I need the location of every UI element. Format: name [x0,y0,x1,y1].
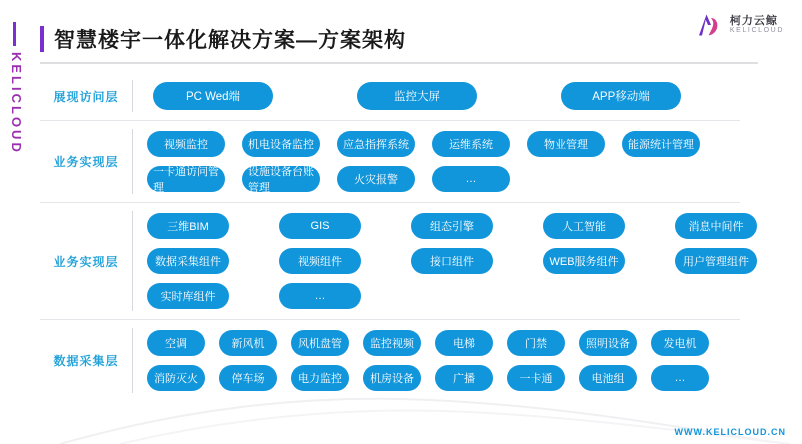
chip-item[interactable]: 新风机 [219,330,277,356]
chip-item[interactable]: 火灾报警 [337,166,415,192]
chip-item[interactable]: 设施设备台账管理 [242,166,320,192]
chip-item[interactable]: 视频组件 [279,248,361,274]
chip-item[interactable]: 应急指挥系统 [337,131,415,157]
chip-item[interactable]: 电梯 [435,330,493,356]
chip-item[interactable]: 监控视频 [363,330,421,356]
company-logo [693,10,784,40]
title-text: 智慧楼宇一体化解决方案—方案架构 [54,29,406,52]
layer-label-3: 数据采集层 [53,354,119,368]
logo-mark-icon [693,10,723,40]
chip-item[interactable]: 一卡通 [507,365,565,391]
logo-company-name-cn: 柯力云鲸 [729,14,778,27]
chip-item[interactable]: 发电机 [651,330,709,356]
chip-item[interactable]: 物业管理 [527,131,605,157]
layer-row-0 [40,72,762,120]
title-accent-bar [40,26,44,52]
layer-row-1 [40,121,762,202]
layer-divider-1 [132,129,133,194]
chip-item[interactable]: … [432,166,510,192]
chip-item[interactable]: 机房设备 [363,365,421,391]
chip-item[interactable]: PC Wed端 [153,82,273,110]
chip-item[interactable]: 用户管理组件 [675,248,757,274]
chip-item[interactable]: 组态引擎 [411,213,493,239]
layer-label-2: 业务实现层 [53,254,119,269]
layer-chips-3 [147,320,762,401]
layer-row-2 [40,203,762,319]
title-divider [40,62,758,64]
brand-vertical-text: KELICLOUD [9,52,24,155]
chip-item[interactable]: GIS [279,213,361,239]
layer-chips-2 [147,203,762,319]
brand-accent-bar [13,22,16,46]
footer-url[interactable]: WWW.KELICLOUD.CN [674,427,786,437]
layer-chips-1 [147,121,762,202]
chip-item[interactable]: 照明设备 [579,330,637,356]
chip-item[interactable]: 实时库组件 [147,283,229,309]
chip-item[interactable]: 广播 [435,365,493,391]
logo-company-name-en: KELICLOUD [729,27,784,35]
layer-divider-2 [132,211,133,311]
layer-row-3 [40,320,762,401]
chip-item[interactable]: 能源统计管理 [622,131,700,157]
chip-item[interactable]: 监控大屏 [357,82,477,110]
layer-divider-3 [132,328,133,393]
chip-item[interactable]: 门禁 [507,330,565,356]
chip-item[interactable]: APP移动端 [561,82,681,110]
layer-chips-0 [147,72,762,120]
brand-strip [0,0,28,444]
architecture-diagram [40,72,762,401]
chip-item[interactable]: 视频监控 [147,131,225,157]
chip-item[interactable]: … [279,283,361,309]
layer-label-0: 展现访问层 [53,89,119,104]
chip-item[interactable]: 消防灭火 [147,365,205,391]
chip-item[interactable]: 接口组件 [411,248,493,274]
chip-item[interactable]: 风机盘管 [291,330,349,356]
chip-item[interactable]: 空调 [147,330,205,356]
chip-item[interactable]: … [651,365,709,391]
chip-item[interactable]: 消息中间件 [675,213,757,239]
chip-item[interactable]: 数据采集组件 [147,248,229,274]
chip-item[interactable]: 电力监控 [291,365,349,391]
chip-item[interactable]: 一卡通访问管理 [147,166,225,192]
chip-item[interactable]: 运维系统 [432,131,510,157]
chip-item[interactable]: WEB服务组件 [543,248,625,274]
chip-item[interactable]: 停车场 [219,365,277,391]
chip-item[interactable]: 三维BIM [147,213,229,239]
chip-item[interactable]: 机电设备监控 [242,131,320,157]
layer-divider-0 [132,80,133,112]
chip-item[interactable]: 电池组 [579,365,637,391]
chip-item[interactable]: 人工智能 [543,213,625,239]
page-title [40,22,406,56]
layer-label-1: 业务实现层 [53,155,119,169]
